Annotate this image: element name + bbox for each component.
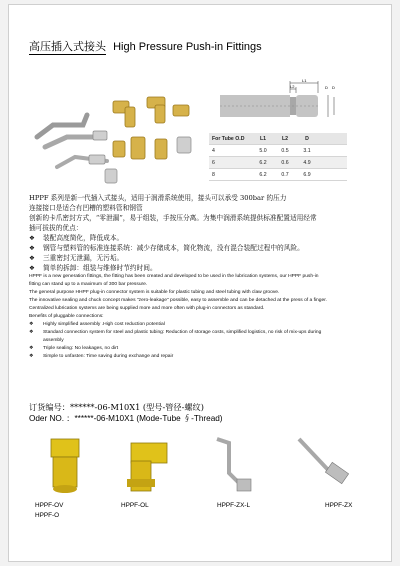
bullet-text: 装配高度简化，降低成本。 (43, 234, 124, 242)
intro-chinese (29, 193, 317, 273)
list-item (29, 353, 327, 361)
product-label-extra: HPPF-O (35, 512, 60, 519)
col-header: L2 (281, 135, 289, 142)
page-title (29, 38, 262, 54)
table-cell: 6.2 (259, 159, 267, 166)
table-cell: 6 (212, 159, 215, 166)
bullet-icon: ❖ (29, 254, 35, 262)
table-cell: 8 (212, 171, 215, 178)
bullet-text: Standard connection system for steel and plastic tubing: Reduction of storage costs, simplified logistics, no risk of mix-ups during (43, 330, 322, 335)
product-images (31, 433, 371, 499)
bullet-icon: ❖ (29, 234, 35, 242)
fittings-photo (27, 77, 199, 189)
product-label: HPPF-ZX-L (217, 502, 251, 509)
intro-en-line: Centralized lubrication systems are being supplied more and more often with plug-in connectors as standard. (29, 306, 265, 311)
order-number-en: Oder NO. ：******-06-M10X1 (Mode-Tube ∮-Thread) (29, 414, 223, 423)
table-cell: 3.1 (303, 147, 311, 154)
bullet-icon: ❖ (29, 244, 35, 252)
product-label: HPPF-ZX (325, 502, 353, 509)
bullet-text: Highly simplified assembly .High cost reduction potential (43, 322, 165, 327)
table-cell: 5.0 (259, 147, 267, 154)
dim-d2-label: D (332, 85, 335, 90)
title-english: High Pressure Push-in Fittings (113, 41, 262, 53)
intro-zh-line: 创新的卡爪密封方式，“零泄漏”，易于组装，手按压分离。为集中润滑系统提供标准配置适用经常 (29, 214, 317, 222)
intro-en-line: fitting can stand up to a maximum of 300 bar pressure. (29, 282, 148, 287)
intro-en-line: Benefits of pluggable connections: (29, 314, 104, 319)
col-header: D (305, 135, 309, 142)
bullet-icon: ❖ (29, 322, 34, 327)
intro-en-line: HPPF is a new generation fittings, the fitting has been created and developed to be used in the lubrication systems, our HPPF push-in (29, 274, 319, 279)
page (8, 4, 392, 562)
bullet-icon: ❖ (29, 354, 34, 359)
order-number (29, 402, 223, 424)
dim-d-label: D (325, 85, 328, 90)
bullet-icon (29, 337, 43, 345)
intro-english (29, 273, 327, 361)
table-row (209, 157, 347, 169)
title-chinese: 高压插入式接头 (29, 40, 106, 53)
intro-en-line: The general purpose HHPF plug-in connector system is suitable for plastic tubing and steel tubing with claw groove. (29, 290, 280, 295)
table-cell: 0.6 (281, 159, 289, 166)
table-cell: 0.7 (281, 171, 289, 178)
dimension-table (209, 133, 347, 181)
intro-en-line: The innovative sealing and chuck concept makes "zero-leakage" possible, easy to assemble and can be detached at the press of a finger. (29, 298, 327, 303)
list-item (29, 233, 317, 243)
dimension-drawing (214, 75, 344, 127)
list-item (29, 253, 317, 263)
bullet-text: 三重密封无泄漏，无污垢。 (43, 254, 124, 262)
table-cell: 0.5 (281, 147, 289, 154)
bullet-icon: ❖ (29, 330, 34, 335)
bullet-text: 钢管与塑料管的标准连接系统：减少存储成本，简化物流，没有混合装配过程中的风险。 (43, 244, 304, 252)
table-row (209, 145, 347, 157)
table-row (209, 169, 347, 181)
table-cell: 6.2 (259, 171, 267, 178)
dim-l2-label: L2 (290, 84, 295, 89)
list-item (29, 329, 327, 337)
bullet-icon: ❖ (29, 346, 34, 351)
product-ov-image (51, 439, 79, 493)
product-zx-l-image (217, 439, 251, 491)
product-ol-image (127, 443, 167, 491)
bullet-text: 简单的拆卸：组装与维修时节约时间。 (43, 264, 157, 272)
col-header: L1 (259, 135, 267, 142)
bullet-text: Simple to unfasten: Time saving during exchange and repair (43, 354, 174, 359)
bullet-icon: ❖ (29, 264, 35, 272)
dim-l1-label: L1 (302, 78, 307, 83)
table-header (209, 133, 347, 145)
product-zx-image (299, 439, 349, 484)
intro-zh-line: 插可拔拔的优点： (29, 224, 83, 232)
bullet-text: assembly (43, 338, 64, 343)
intro-zh-line: HPPF 系列是新一代插入式接头，适用于润滑系统使用，接头可以承受 300bar 的压力 (29, 194, 287, 202)
list-item (29, 321, 327, 329)
table-cell: 6.9 (303, 171, 311, 178)
product-label: HPPF-OV (35, 502, 64, 509)
product-label: HPPF-OL (121, 502, 149, 509)
list-item (29, 337, 327, 345)
list-item (29, 345, 327, 353)
bullet-text: Triple sealing: No leakages, no dirt (43, 346, 119, 351)
list-item (29, 243, 317, 253)
order-number-zh: 订货编号：******-06-M10X1 (型号-管径-螺纹) (29, 402, 204, 412)
table-cell: 4 (212, 147, 215, 154)
col-header: For Tube O.D (212, 135, 245, 142)
intro-zh-line: 连接接口是适合有凹槽的塑料管和钢管 (29, 204, 143, 212)
table-cell: 4.9 (303, 159, 311, 166)
list-item (29, 263, 317, 273)
